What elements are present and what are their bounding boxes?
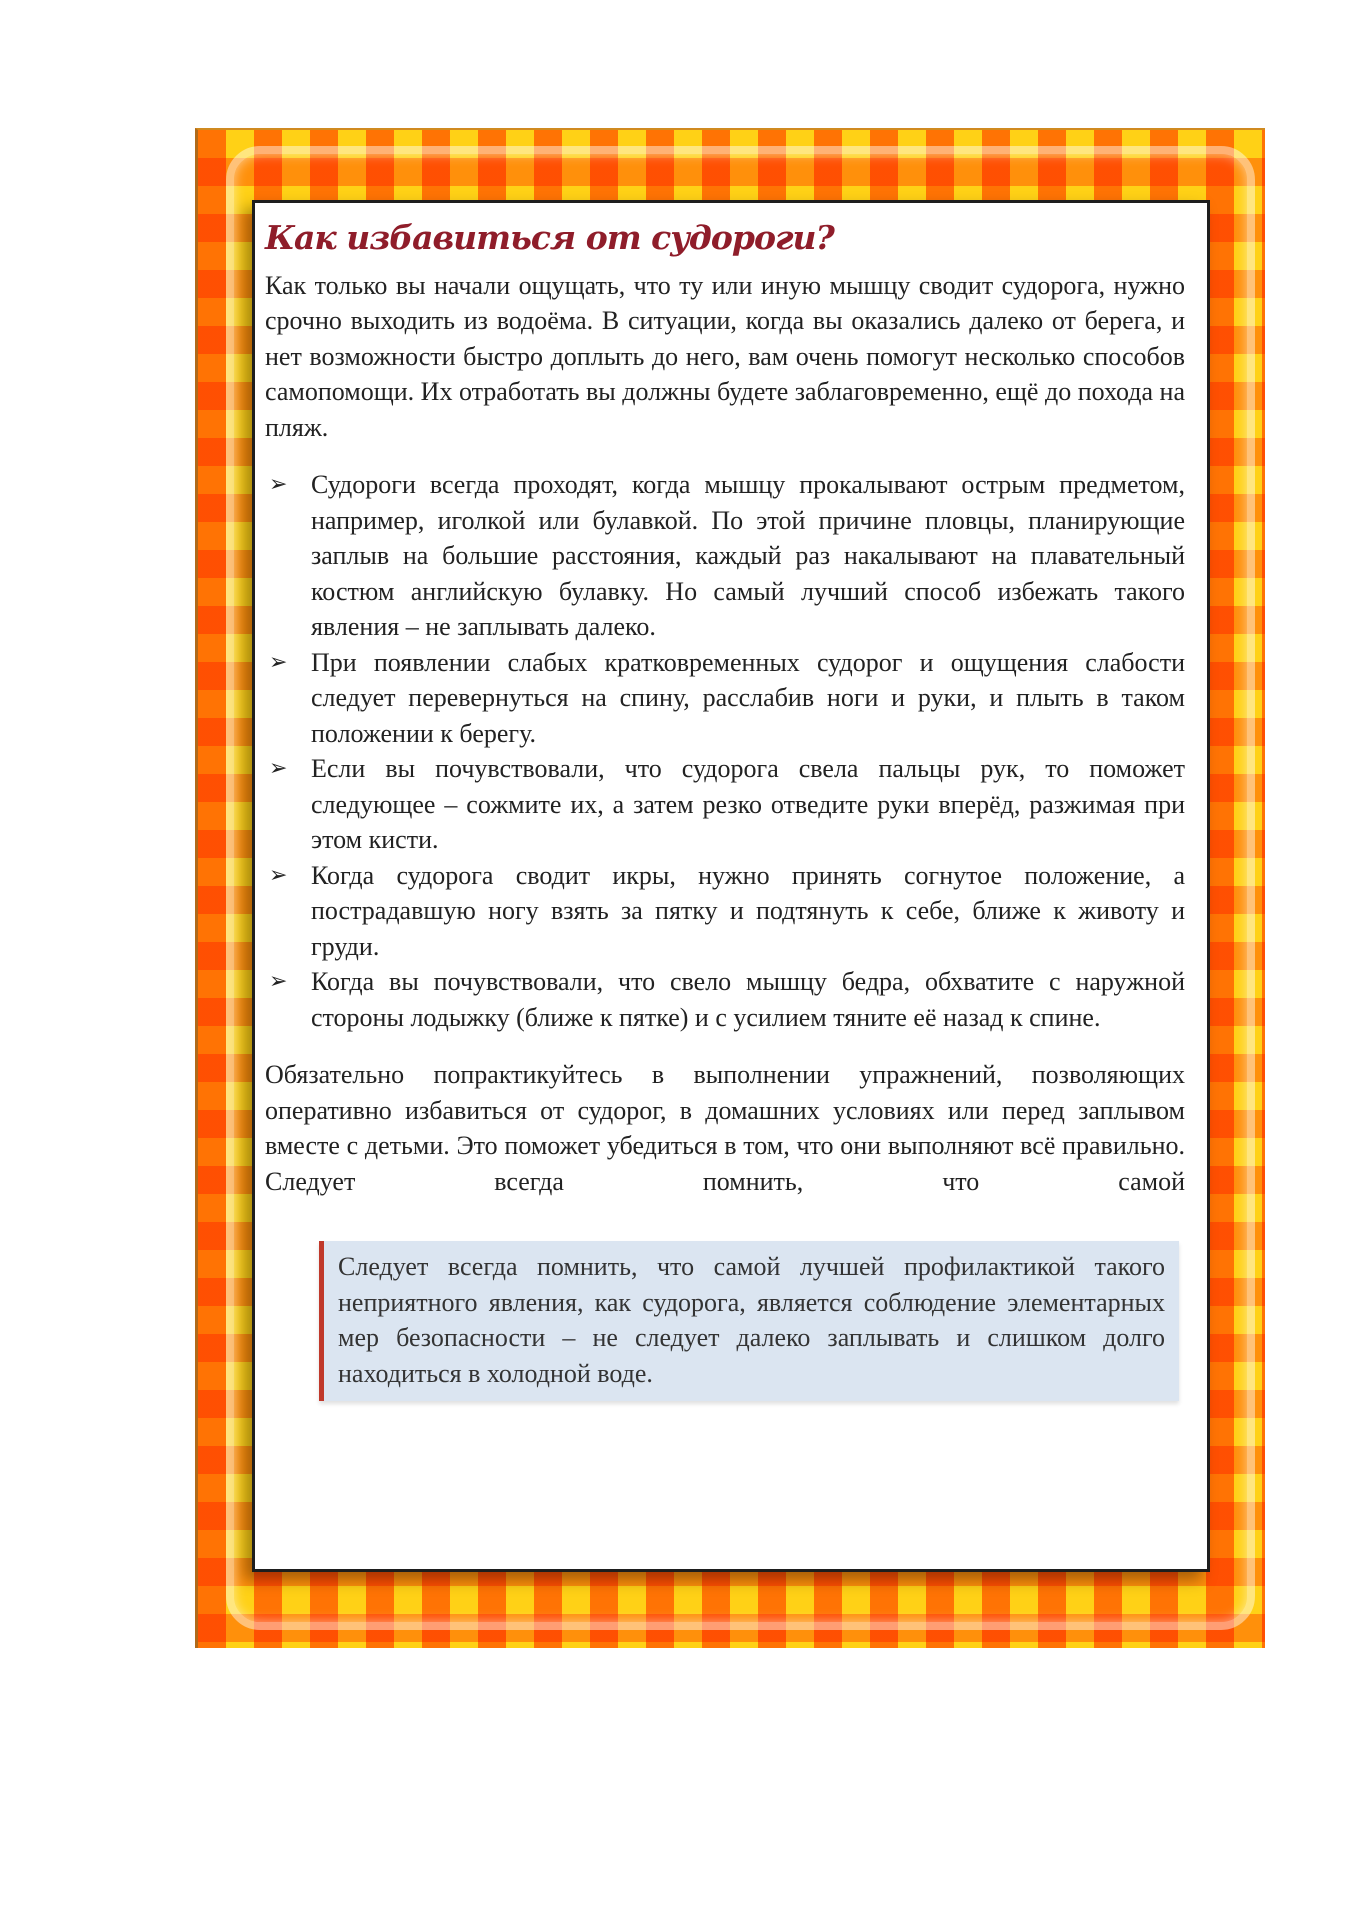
- outro-paragraph: Обязательно попрактикуйтесь в выполнении упражнений, позволяющих оперативно избавиться от судорог, в домашних условиях или перед заплывом вместе с детьми. Это поможет убедиться в том, что они выполняют всё правильно. Следует всегда помнить, что самой: [265, 1060, 1185, 1196]
- callout-text: Следует всегда помнить, что самой лучшей профилактикой такого неприятного явления, как судорога, является соблюдение элементарных мер безопасности – не следует далеко заплывать и слишком долго находиться в холодной воде.: [338, 1252, 1165, 1388]
- intro-paragraph: Как только вы начали ощущать, что ту или иную мышцу сводит судорога, нужно срочно выходить из водоёма. В ситуации, когда вы оказались далеко от берега, и нет возможности быстро доплыть до него, вам очень помогут несколько способов самопомощи. Их отработать вы должны будете заблаговременно, ещё до похода на пляж.: [265, 270, 1185, 442]
- page-title: Как избавиться от судороги?: [265, 218, 834, 257]
- content-card: [252, 200, 1210, 1572]
- article: [265, 217, 1185, 1401]
- list-item: [265, 964, 1185, 1035]
- list-item: [265, 858, 1185, 965]
- list-item: [265, 645, 1185, 752]
- arrowhead-bullet-icon: ➢: [269, 862, 288, 888]
- list-item: [265, 467, 1185, 645]
- arrowhead-bullet-icon: ➢: [269, 756, 288, 782]
- list-item-text: Если вы почувствовали, что судорога свела пальцы рук, то поможет следующее – сожмите их, а затем резко отведите руки вперёд, разжимая при этом кисти.: [311, 754, 1185, 855]
- arrowhead-bullet-icon: ➢: [269, 969, 288, 995]
- list-item-text: Судороги всегда проходят, когда мышцу прокалывают острым предметом, например, иголкой или булавкой. По этой причине пловцы, планирующие заплыв на большие расстояния, каждый раз накалывают на плавательный костюм английскую булавку. Но самый лучший способ избежать такого явления – не заплывать далеко.: [311, 470, 1185, 642]
- callout-box: [319, 1241, 1179, 1401]
- arrowhead-bullet-icon: ➢: [269, 472, 288, 498]
- tips-list: [265, 467, 1185, 1035]
- list-item-text: При появлении слабых кратковременных судорог и ощущения слабости следует перевернуться на спину, расслабив ноги и руки, и плыть в таком положении к берегу.: [311, 647, 1185, 748]
- list-item-text: Когда вы почувствовали, что свело мышцу бедра, обхватите с наружной стороны лодыжку (ближе к пятке) и с усилием тяните её назад к спине.: [311, 967, 1185, 1032]
- list-item-text: Когда судорога сводит икры, нужно принять согнутое положение, а пострадавшую ногу взять за пятку и подтянуть к себе, ближе к животу и груди.: [311, 860, 1185, 961]
- list-item: [265, 751, 1185, 858]
- arrowhead-bullet-icon: ➢: [269, 649, 288, 675]
